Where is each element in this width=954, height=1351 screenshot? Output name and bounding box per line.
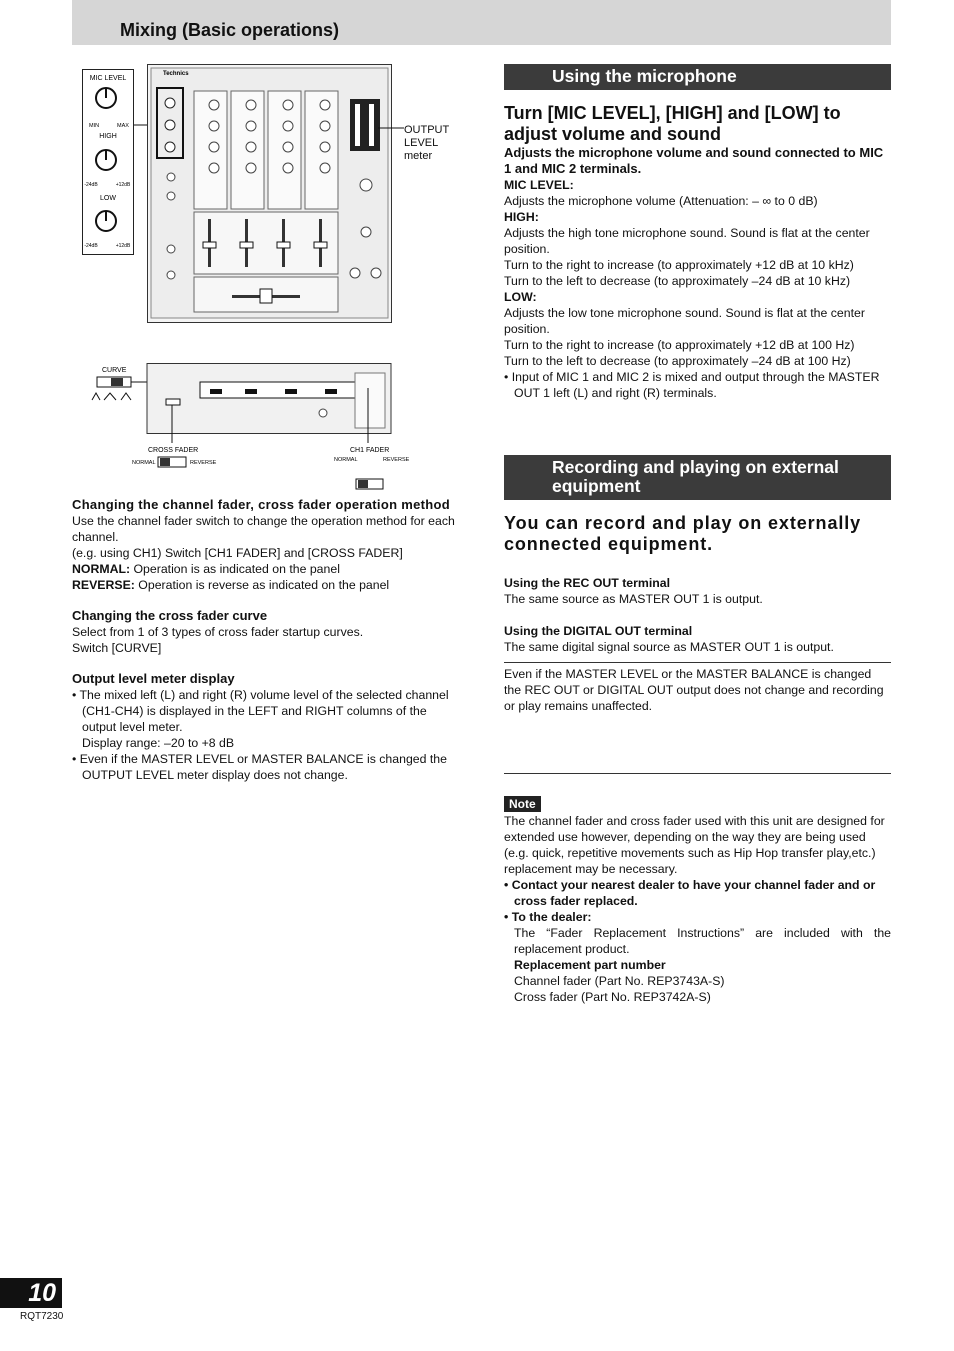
high-label: HIGH xyxy=(99,133,117,140)
cross-fader-knob xyxy=(260,289,272,303)
replacement-channel: Channel fader (Part No. REP3743A-S) xyxy=(514,974,725,988)
digital-out-text: The same digital signal source as MASTER OUT 1 is output. xyxy=(504,640,834,654)
low-term: LOW: xyxy=(504,290,537,304)
low-min-label: -24dB xyxy=(84,243,98,249)
min-label: MIN xyxy=(88,123,100,129)
low-desc-3: Turn to the left to decrease (to approximately –24 dB at 100 Hz) xyxy=(504,354,851,368)
mic-level-term: MIC LEVEL: xyxy=(504,178,574,192)
mixer-top-panel-figure xyxy=(147,64,392,324)
mic-subheading: Adjusts the microphone volume and sound connected to MIC 1 and MIC 2 terminals. xyxy=(504,145,884,176)
replacement-heading: Replacement part number xyxy=(514,958,666,972)
ch1-normal-label: NORMAL xyxy=(334,457,358,463)
reverse-term: REVERSE: xyxy=(72,578,135,592)
mic-section xyxy=(504,103,891,401)
page-title: Mixing (Basic operations) xyxy=(120,20,340,40)
brand-logo: Technics xyxy=(163,71,189,77)
mic-bullet: • Input of MIC 1 and MIC 2 is mixed and output through the MASTER OUT 1 left (L) and right (R) terminals. xyxy=(504,370,880,400)
note-label: Note xyxy=(504,796,541,812)
mic-heading: Turn [MIC LEVEL], [HIGH] and [LOW] to adjust volume and sound xyxy=(504,103,841,144)
left-column xyxy=(72,497,459,783)
fader-reverse-line xyxy=(72,577,459,593)
mic-bullet-text: Input of MIC 1 and MIC 2 is mixed and output through the MASTER OUT 1 left (L) and right (R) terminals. xyxy=(511,370,880,400)
high-max-label: +12dB xyxy=(115,182,131,188)
knob-closeup-figure xyxy=(82,69,134,255)
fader-method-heading: Changing the channel fader, cross fader operation method xyxy=(72,497,450,512)
reverse-desc: Operation is reverse as indicated on the panel xyxy=(134,578,390,592)
output-label-line3: meter xyxy=(404,150,433,162)
cross-reverse-label: REVERSE xyxy=(190,460,217,466)
normal-desc: Operation is as indicated on the panel xyxy=(130,562,340,576)
rec-out-text: The same source as MASTER OUT 1 is output. xyxy=(504,592,763,606)
note-section xyxy=(504,795,891,1005)
meter-range: Display range: –20 to +8 dB xyxy=(82,736,235,750)
cross-normal-label: NORMAL xyxy=(132,460,156,466)
meter-bullet-2: • Even if the MASTER LEVEL or MASTER BALANCE is changed the OUTPUT LEVEL meter display does not change. xyxy=(72,752,447,782)
note-divider xyxy=(504,773,891,774)
mic-level-desc: Adjusts the microphone volume (Attenuation: – ∞ to 0 dB) xyxy=(504,194,818,208)
meter-bullet-2-text: Even if the MASTER LEVEL or MASTER BALANCE is changed the OUTPUT LEVEL meter display does not change. xyxy=(79,752,447,782)
note-bullet-2: • To the dealer: xyxy=(504,910,592,924)
cross-fader-label: CROSS FADER xyxy=(148,447,199,454)
high-min-label: -24dB xyxy=(84,182,98,188)
note-bullet-1-text: Contact your nearest dealer to have your channel fader and or cross fader replaced. xyxy=(511,878,876,908)
meter-bullet-1: • The mixed left (L) and right (R) volume level of the selected channel (CH1-CH4) is displayed in the LEFT and RIGHT columns of the output level meter. xyxy=(72,688,449,734)
meter-heading: Output level meter display xyxy=(72,671,235,686)
high-term: HIGH: xyxy=(504,210,539,224)
rec-section-bar: Recording and playing on external equipment xyxy=(504,455,891,500)
note-bullet-1: • Contact your nearest dealer to have your channel fader and or cross fader replaced. xyxy=(504,878,876,908)
rec-heading: You can record and play on externally connected equipment. xyxy=(504,513,862,554)
document-code: RQT7230 xyxy=(20,1311,64,1322)
output-label-line2: LEVEL xyxy=(404,137,439,149)
replacement-cross: Cross fader (Part No. REP3742A-S) xyxy=(514,990,711,1004)
output-label-line1: OUTPUT xyxy=(404,124,450,136)
low-desc-2: Turn to the right to increase (to approximately +12 dB at 100 Hz) xyxy=(504,338,855,352)
normal-term: NORMAL: xyxy=(72,562,131,576)
fader-method-p2: (e.g. using CH1) Switch [CH1 FADER] and [CROSS FADER] xyxy=(72,546,403,560)
page-number: 10 xyxy=(0,1278,62,1308)
curve-label: CURVE xyxy=(102,367,127,374)
mic-section-bar: Using the microphone xyxy=(504,64,891,90)
rec-out-heading: Using the REC OUT terminal xyxy=(504,576,671,590)
curve-heading: Changing the cross fader curve xyxy=(72,608,268,623)
low-max-label: +12dB xyxy=(115,243,131,249)
meter-callout-line xyxy=(378,123,404,133)
meter-bullet-1-text: The mixed left (L) and right (R) volume level of the selected channel (CH1-CH4) is displayed in the LEFT and RIGHT columns of the output level meter. xyxy=(79,688,449,734)
divider xyxy=(504,662,891,663)
max-label: MAX xyxy=(117,123,129,129)
ch1-fader-label: CH1 FADER xyxy=(350,447,390,454)
note-p2: The “Fader Replacement Instructions” are included with the replacement product. xyxy=(514,926,891,956)
digital-out-heading: Using the DIGITAL OUT terminal xyxy=(504,624,693,638)
curve-p2: Switch [CURVE] xyxy=(72,641,162,655)
ch1-reverse-label: REVERSE xyxy=(383,457,410,463)
high-desc-1: Adjusts the high tone microphone sound. Sound is flat at the center position. xyxy=(504,226,870,256)
rec-section xyxy=(504,513,891,714)
curve-shapes-icon xyxy=(92,393,131,400)
curve-p1: Select from 1 of 3 types of cross fader startup curves. xyxy=(72,625,364,639)
note-bullet-2-text: To the dealer: xyxy=(511,910,592,924)
fader-method-p1: Use the channel fader switch to change the operation method for each channel. xyxy=(72,514,455,544)
output-level-meter xyxy=(350,99,380,151)
fader-normal-line xyxy=(72,561,459,577)
low-label: LOW xyxy=(100,195,116,202)
note-p1: The channel fader and cross fader used with this unit are designed for extended use however, depending on the way they are being used (e.g. quick, repetitive movements such as Hip Hop transfer play,etc.) replacement may be necessary. xyxy=(504,814,885,876)
front-panel-figure xyxy=(90,363,420,493)
mic-level-label: MIC LEVEL xyxy=(89,75,127,82)
low-desc-1: Adjusts the low tone microphone sound. Sound is flat at the center position. xyxy=(504,306,865,336)
high-desc-3: Turn to the left to decrease (to approximately –24 dB at 10 kHz) xyxy=(504,274,851,288)
output-level-meter-label xyxy=(404,124,449,163)
high-desc-2: Turn to the right to increase (to approximately +12 dB at 10 kHz) xyxy=(504,258,854,272)
rec-even-text: Even if the MASTER LEVEL or the MASTER BALANCE is changed the REC OUT or DIGITAL OUT output does not change and recording or play remains unaffected. xyxy=(504,667,884,713)
